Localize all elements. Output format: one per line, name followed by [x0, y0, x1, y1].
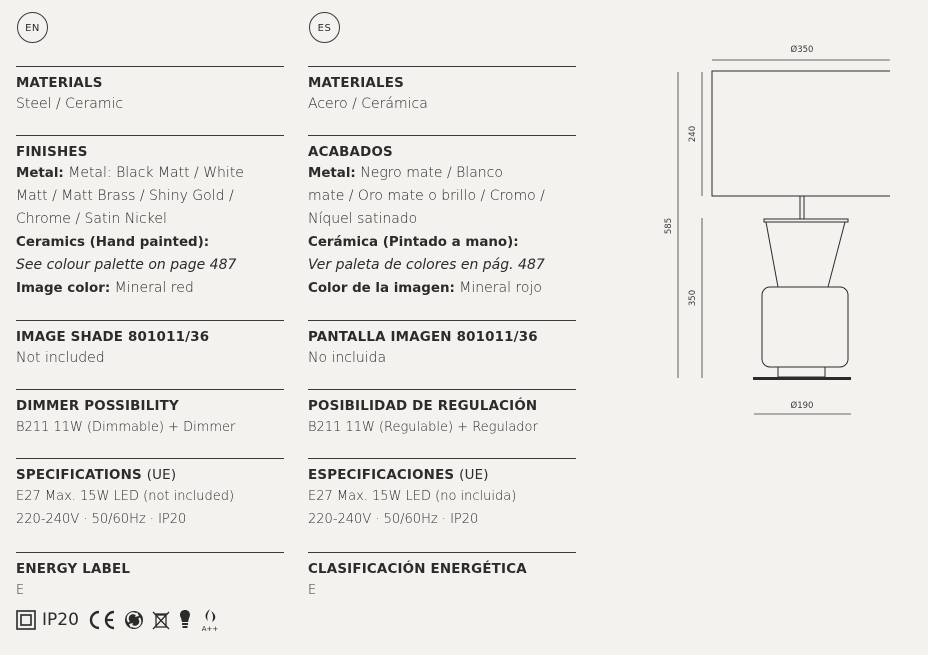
clasificacion-value: E	[308, 583, 317, 598]
acabados-metal-line-3: Níquel satinado	[308, 211, 418, 227]
color-imagen-line	[308, 277, 576, 300]
acabados-metal-line-2: mate / Oro mate o brillo / Cromo /	[308, 188, 545, 204]
shade-height-label: 240	[688, 125, 698, 143]
especificaciones-heading	[308, 467, 576, 485]
especificaciones-line-2: 220-240V · 50/60Hz · IP20	[308, 512, 479, 527]
divider	[16, 135, 284, 136]
acabados-heading: ACABADOS	[308, 145, 393, 160]
energy-section	[16, 552, 284, 602]
especificaciones-line-1: E27 Max. 15W LED (no incluida)	[308, 489, 517, 504]
palette-note: See colour palette on page 487	[16, 257, 237, 273]
regulacion-value: B211 11W (Regulable) + Regulador	[308, 420, 538, 435]
acabados-metal-line-1	[308, 162, 576, 185]
energy-value: E	[16, 583, 25, 598]
image-color-line	[16, 277, 284, 300]
pantalla-value: No incluida	[308, 350, 387, 366]
certification-icons	[16, 608, 221, 632]
materials-section	[16, 66, 284, 116]
divider	[16, 552, 284, 553]
pantalla-section	[308, 320, 576, 370]
metal-label: Metal:	[16, 166, 64, 181]
top-diameter-label: Ø350	[790, 45, 814, 55]
divider	[308, 458, 576, 459]
acabados-section	[308, 135, 576, 300]
lamp-foot	[778, 367, 825, 377]
energy-heading: ENERGY LABEL	[16, 562, 131, 577]
ce-mark-icon	[87, 609, 117, 631]
dimmer-section	[16, 389, 284, 439]
bottom-diameter-label: Ø190	[790, 401, 814, 411]
lamp-ceramic-body	[762, 287, 848, 367]
materiales-section	[308, 66, 576, 116]
especificaciones-heading-suffix: (UE)	[459, 468, 489, 483]
recycle-icon	[123, 609, 145, 631]
specifications-heading-text: SPECIFICATIONS	[16, 468, 142, 483]
metal-line-1-text: Negro mate / Blanco	[360, 165, 503, 181]
paleta-note: Ver paleta de colores en pág. 487	[308, 257, 545, 273]
ceramica-label: Cerámica (Pintado a mano):	[308, 235, 519, 250]
lamp-ceramic-cone	[766, 222, 845, 287]
divider	[16, 66, 284, 67]
divider	[308, 389, 576, 390]
color-imagen-value: Mineral rojo	[459, 280, 542, 296]
image-color-value: Mineral red	[114, 280, 194, 296]
total-height-label: 585	[664, 217, 674, 235]
energy-class-icon	[199, 607, 221, 633]
specs-line-1: E27 Max. 15W LED (not included)	[16, 489, 235, 504]
specifications-heading-suffix: (UE)	[146, 468, 177, 483]
materials-heading: MATERIALS	[16, 76, 103, 91]
lamp-shade-outline	[712, 71, 890, 196]
lamp-cap	[764, 219, 848, 222]
regulacion-heading: POSIBILIDAD DE REGULACIÓN	[308, 399, 538, 414]
metal-label: Metal:	[308, 166, 356, 181]
finishes-metal-line-1	[16, 162, 284, 185]
base-height-label: 350	[688, 289, 698, 307]
color-imagen-label: Color de la imagen:	[308, 281, 455, 296]
finishes-metal-line-2: Matt / Matt Brass / Shiny Gold /	[16, 188, 234, 204]
materials-value: Steel / Ceramic	[16, 96, 124, 112]
shade-heading: IMAGE SHADE 801011/36	[16, 330, 210, 345]
divider	[308, 552, 576, 553]
lang-badge-es: ES	[309, 12, 340, 43]
especificaciones-section	[308, 458, 576, 531]
lamp-base-plate	[753, 377, 851, 380]
materiales-value: Acero / Cerámica	[308, 96, 428, 112]
dimmer-heading: DIMMER POSSIBILITY	[16, 399, 179, 414]
pantalla-heading: PANTALLA IMAGEN 801011/36	[308, 330, 538, 345]
lang-badge-en: EN	[17, 12, 48, 43]
energy-class-text: A++	[201, 625, 219, 633]
clasificacion-heading: CLASIFICACIÓN ENERGÉTICA	[308, 562, 527, 577]
image-color-label: Image color:	[16, 281, 111, 296]
divider	[308, 66, 576, 67]
finishes-heading: FINISHES	[16, 145, 88, 160]
materiales-heading: MATERIALES	[308, 76, 404, 91]
clasificacion-section	[308, 552, 576, 602]
dimmer-value: B211 11W (Dimmable) + Dimmer	[16, 420, 236, 435]
specs-line-2: 220-240V · 50/60Hz · IP20	[16, 512, 187, 527]
finishes-metal-line-3: Chrome / Satin Nickel	[16, 211, 167, 227]
regulacion-section	[308, 389, 576, 439]
divider	[16, 458, 284, 459]
especificaciones-heading-text: ESPECIFICACIONES	[308, 468, 455, 483]
divider	[308, 135, 576, 136]
divider	[16, 389, 284, 390]
crossed-bin-icon	[151, 609, 171, 631]
divider	[308, 320, 576, 321]
ip-rating-text: IP20	[42, 610, 79, 630]
specifications-section	[16, 458, 284, 531]
finishes-section	[16, 135, 284, 300]
shade-value: Not included	[16, 350, 105, 366]
shade-section	[16, 320, 284, 370]
metal-line-1-text: Metal: Black Matt / White	[68, 165, 244, 181]
lamp-technical-drawing	[640, 40, 890, 430]
divider	[16, 320, 284, 321]
double-insulation-icon	[16, 610, 36, 630]
led-bulb-icon	[177, 608, 193, 632]
ceramics-label: Ceramics (Hand painted):	[16, 235, 210, 250]
specifications-heading	[16, 467, 284, 485]
